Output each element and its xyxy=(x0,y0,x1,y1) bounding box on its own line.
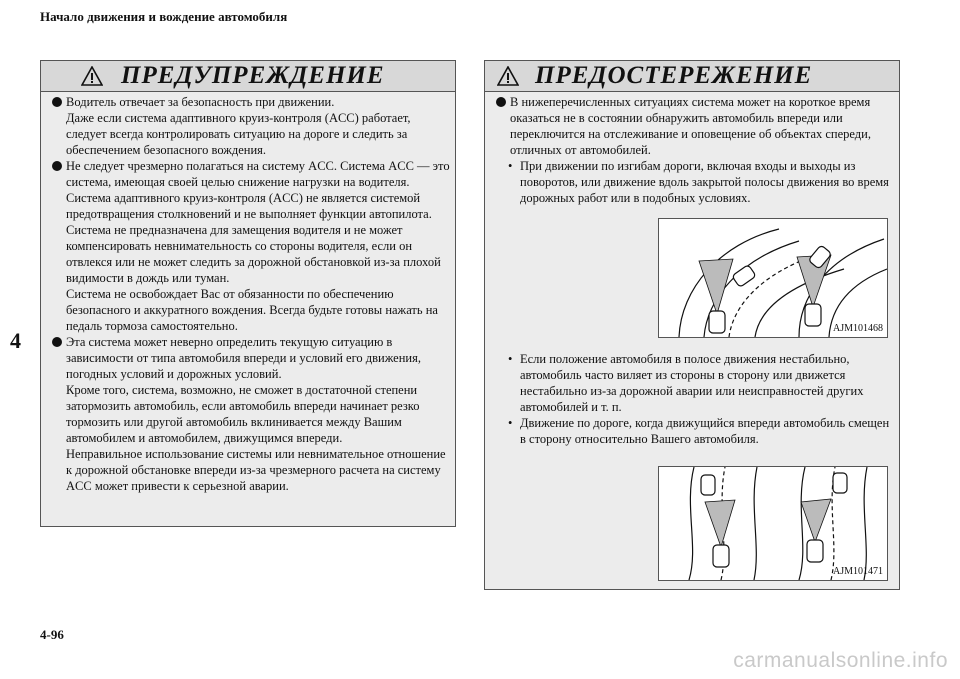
warning-paragraph: Система не освобождает Вас от обязанности по обеспечению безопасного и аккуратного вождения. Всегда будьте готовы нажать на педаль тормоза самостоятельно. xyxy=(66,287,438,333)
caution-sub-bullet xyxy=(496,415,894,447)
warning-box xyxy=(40,60,456,527)
warning-paragraph: Не следует чрезмерно полагаться на систему ACC. Система ACC — это система, имеющая своей целью снижение нагрузки на водителя. xyxy=(66,159,450,189)
caution-content xyxy=(496,94,894,206)
caution-box xyxy=(484,60,900,590)
watermark: carmanualsonline.info xyxy=(733,649,948,672)
warning-paragraph: Кроме того, система, возможно, не сможет в достаточной степени затормозить автомобиль, если автомобиль впереди начинает резко тормозить или другой автомобиль вклинивается между Вашим автомобилем и автомобилем, движущимся впереди. xyxy=(66,383,420,445)
warning-paragraph: Водитель отвечает за безопасность при движении. xyxy=(66,95,335,109)
figure-label: AJM101471 xyxy=(832,566,883,577)
warning-content xyxy=(52,94,450,494)
bullet-dot-icon xyxy=(496,97,506,107)
figure-curve-road xyxy=(658,218,888,338)
caution-title-bar xyxy=(485,61,899,92)
bullet-dot-icon xyxy=(52,337,62,347)
warning-triangle-icon xyxy=(81,66,103,86)
warning-item xyxy=(52,334,450,494)
caution-intro: В нижеперечисленных ситуациях система может на короткое время оказаться не в состоянии обнаружить автомобиль впереди или переключится на отслеживание и оповещение об объектах спереди, отличных от автомобилей. xyxy=(510,95,871,157)
figure-lane-offset xyxy=(658,466,888,581)
warning-paragraph: Эта система может неверно определить текущую ситуацию в зависимости от типа автомобиля впереди и условий его движения, погодных условий и дорожных условий. xyxy=(66,335,421,381)
caution-title: ПРЕДОСТЕРЕЖЕНИЕ xyxy=(535,62,813,89)
bullet-dot-icon xyxy=(52,161,62,171)
warning-paragraph: Неправильное использование системы или невнимательное отношение к дорожной обстановке впереди из-за чрезмерного расчета на систему ACC может привести к серьезной аварии. xyxy=(66,447,446,493)
warning-paragraph: Даже если система адаптивного круиз-контроля (ACC) работает, следует всегда контролировать ситуацию на дороге и следить за обеспечением безопасного вождения. xyxy=(66,111,411,157)
curve-road-illustration xyxy=(659,219,887,337)
caution-sub-bullet-text: Если положение автомобиля в полосе движения нестабильно, автомобиль часто виляет из стороны в сторону или движется нестабильно из-за дорожной аварии или неисправностей других автомобилей и т. п. xyxy=(520,352,864,414)
page-number: 4-96 xyxy=(40,627,64,642)
bullet-icon: • xyxy=(508,416,513,430)
lane-offset-illustration xyxy=(659,467,887,580)
caution-sub-bullet xyxy=(496,158,894,206)
bullet-dot-icon xyxy=(52,97,62,107)
caution-triangle-icon xyxy=(497,66,519,86)
bullet-icon: • xyxy=(508,352,513,366)
caution-item xyxy=(496,94,894,158)
warning-item xyxy=(52,158,450,334)
caution-sub-bullet-text: Движение по дороге, когда движущийся впереди автомобиль смещен в сторону относительно Вашего автомобиля. xyxy=(520,416,890,446)
caution-sub-bullet xyxy=(496,351,894,415)
warning-item xyxy=(52,94,450,158)
warning-title-bar xyxy=(41,61,455,92)
warning-paragraph: Система адаптивного круиз-контроля (ACC) не является системой предотвращения столкновений и не выполняет функции автопилота. Система не предназначена для замещения водителя и не может компенсировать невнимательность со стороны водителя, если он отвлекся или не может следить за дорожной обстановкой из-за плохой видимости в дождь или туман. xyxy=(66,191,441,285)
chapter-tab: 4 xyxy=(10,328,21,353)
caution-bottom-bullets xyxy=(496,351,894,447)
running-header: Начало движения и вождение автомобиля xyxy=(40,9,288,24)
figure-label: AJM101468 xyxy=(832,323,883,334)
bullet-icon: • xyxy=(508,159,513,173)
caution-sub-bullet-text: При движении по изгибам дороги, включая входы и выходы из поворотов, или движение вдоль закрытой полосы движения во время дорожных работ или в подобных условиях. xyxy=(520,159,889,205)
warning-title: ПРЕДУПРЕЖДЕНИЕ xyxy=(121,62,385,89)
